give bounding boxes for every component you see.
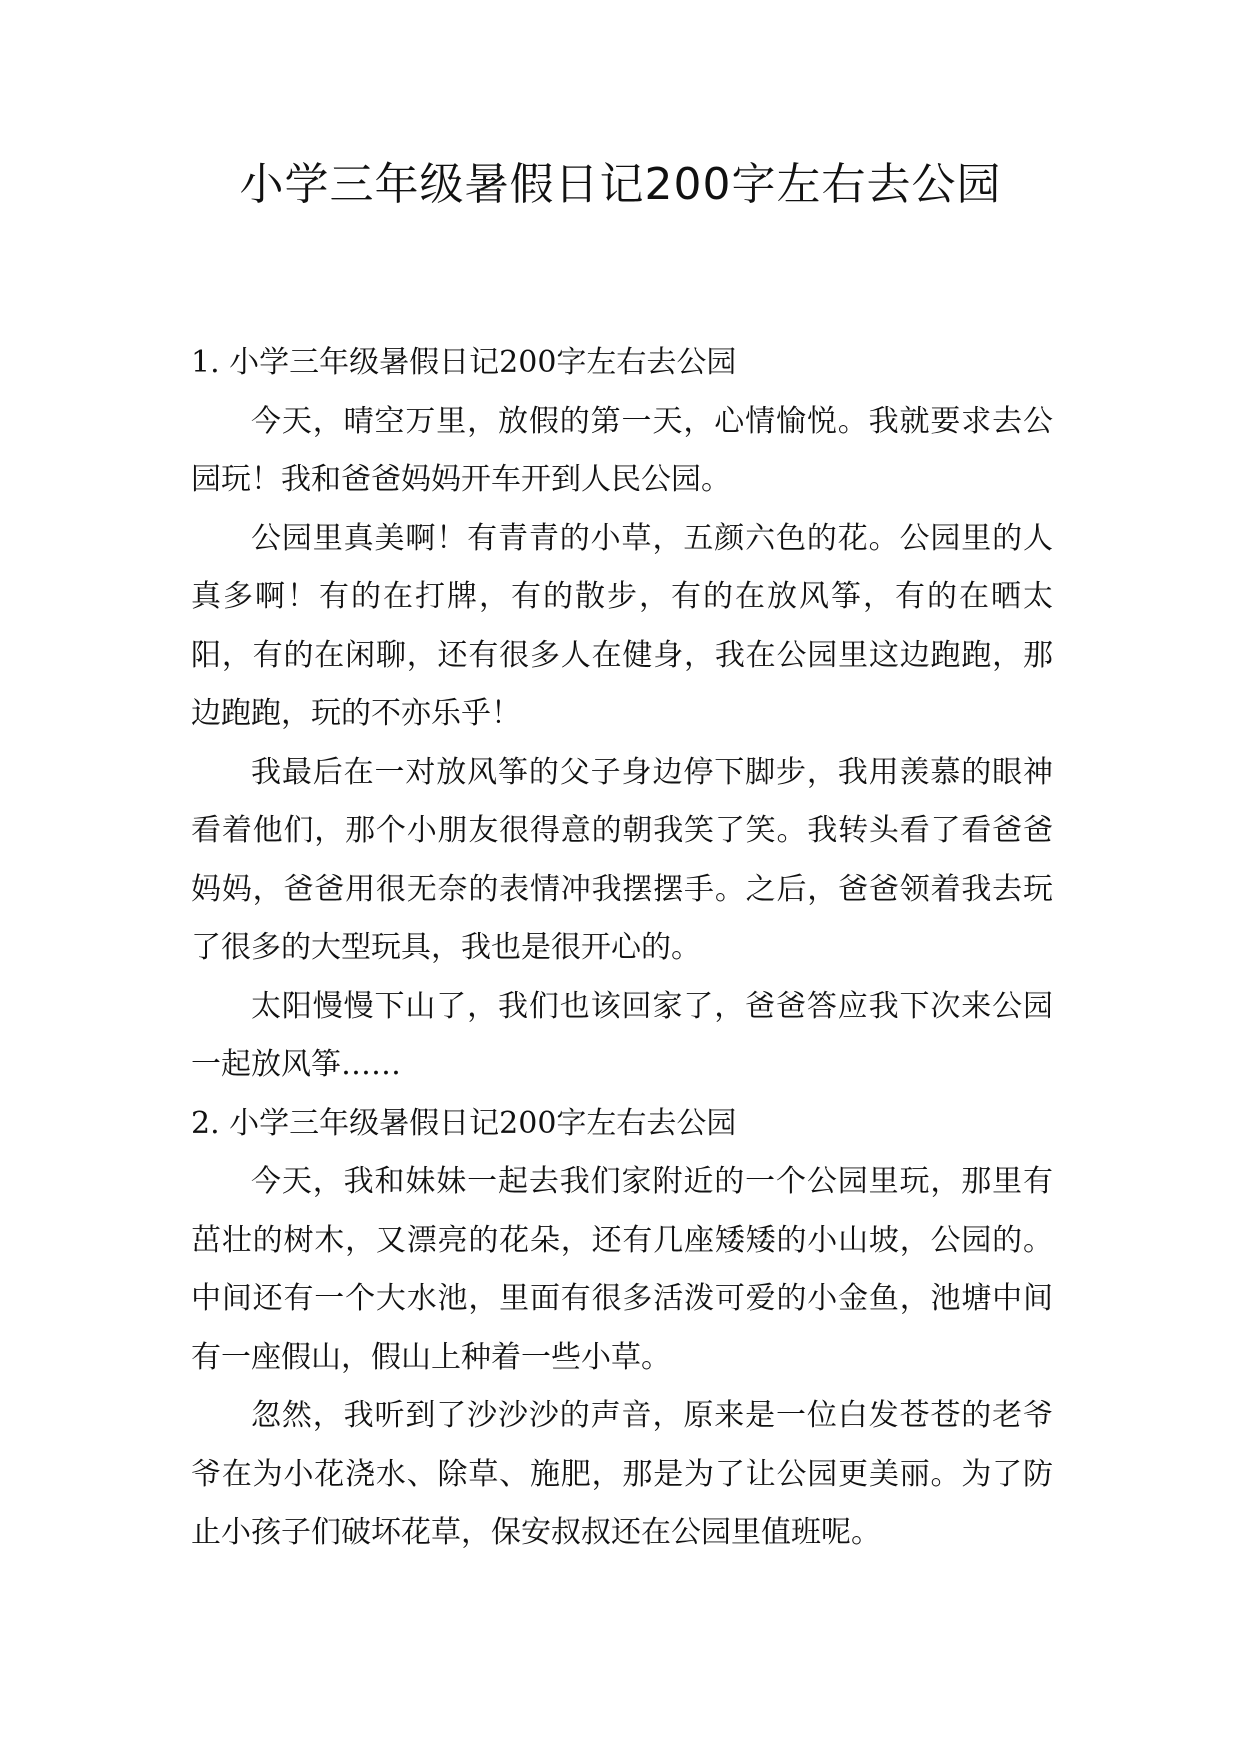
paragraph: 忽然，我听到了沙沙沙的声音，原来是一位白发苍苍的老爷爷在为小花浇水、除草、施肥，那是为了让公园更美丽。为了防止小孩子们破坏花草，保安叔叔还在公园里值班呢。	[191, 1398, 1053, 1550]
paragraph: 太阳慢慢下山了，我们也该回家了，爸爸答应我下次来公园一起放风筝……	[191, 988, 1053, 1082]
paragraph: 今天，我和妹妹一起去我们家附近的一个公园里玩，那里有茁壮的树木，又漂亮的花朵，还有几座矮矮的小山坡，公园的。中间还有一个大水池，里面有很多活泼可爱的小金鱼，池塘中间有一座假山，假山上种着一些小草。	[191, 1164, 1053, 1375]
document-body	[191, 334, 1053, 1563]
section-2	[191, 1095, 1053, 1563]
paragraph: 今天，晴空万里，放假的第一天，心情愉悦。我就要求去公园玩！我和爸爸妈妈开车开到人民公园。	[191, 403, 1053, 497]
paragraph: 我最后在一对放风筝的父子身边停下脚步，我用羡慕的眼神看着他们，那个小朋友很得意的朝我笑了笑。我转头看了看爸爸妈妈，爸爸用很无奈的表情冲我摆摆手。之后，爸爸领着我去玩了很多的大型玩具，我也是很开心的。	[191, 754, 1053, 965]
section-heading: 2. 小学三年级暑假日记200字左右去公园	[191, 1105, 737, 1141]
section-1	[191, 334, 1053, 1095]
section-heading: 1. 小学三年级暑假日记200字左右去公园	[191, 345, 737, 380]
paragraph: 公园里真美啊！有青青的小草，五颜六色的花。公园里的人真多啊！有的在打牌，有的散步，有的在放风筝，有的在晒太阳，有的在闲聊，还有很多人在健身，我在公园里这边跑跑，那边跑跑，玩的不亦乐乎！	[191, 520, 1053, 731]
document-title: 小学三年级暑假日记200字左右去公园	[239, 159, 1002, 210]
